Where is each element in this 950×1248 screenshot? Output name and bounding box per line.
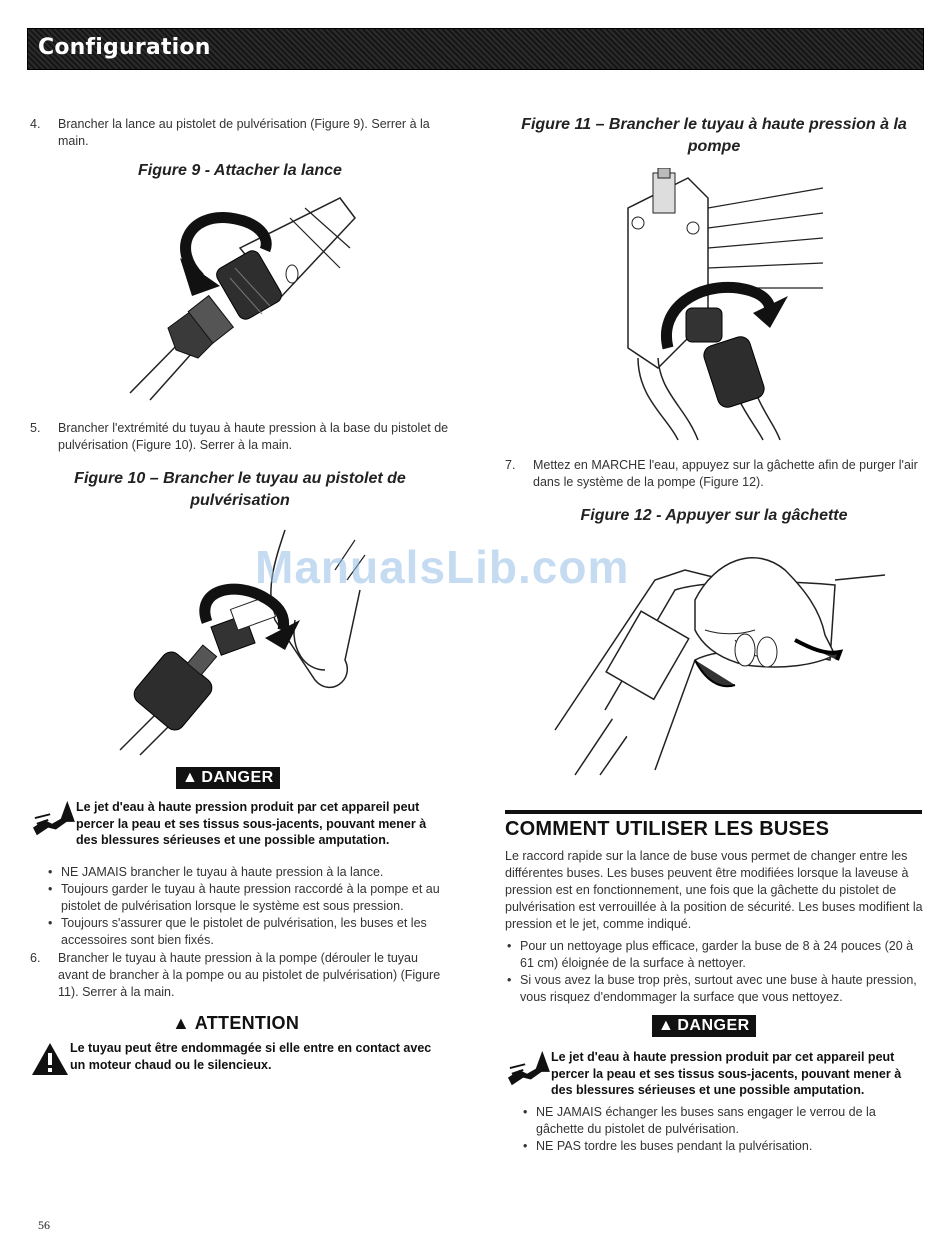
list-item: • NE JAMAIS échanger les buses sans engager le verrou de la gâchette du pistolet de pulvérisation. xyxy=(521,1104,921,1138)
right-bullet-list xyxy=(505,938,923,1006)
figure-11-illustration xyxy=(598,168,828,443)
injection-hazard-icon xyxy=(505,1049,551,1089)
attention-label: ATTENTION xyxy=(194,1013,300,1033)
warning-triangle-icon: ▲ xyxy=(182,769,199,786)
danger-label: DANGER xyxy=(677,1017,750,1034)
watermark: ManualsLib.com xyxy=(255,541,630,593)
step-5 xyxy=(30,420,450,454)
step-number: 4. xyxy=(30,117,41,131)
page-number: 56 xyxy=(38,1218,50,1232)
danger-text: Le jet d'eau à haute pression produit par cet appareil peut percer la peau et ses tissus sous-jacents, pouvant mener à des blessures sérieuses et une possible amputation. xyxy=(551,1050,902,1097)
list-item: • Si vous avez la buse trop près, surtout avec une buse à haute pression, vous risquez d'endommager la surface que vous nettoyez. xyxy=(505,972,923,1006)
step-4 xyxy=(30,116,450,150)
list-item: • Toujours garder le tuyau à haute pression raccordé à la pompe et au pistolet de pulvérisation lorsque le système est sous pression. xyxy=(46,881,446,915)
step-7 xyxy=(505,457,923,491)
section-title: COMMENT UTILISER LES BUSES xyxy=(505,818,830,840)
caution-triangle-icon xyxy=(30,1040,70,1080)
step-number: 5. xyxy=(30,421,41,435)
list-item: • Toujours s'assurer que le pistolet de pulvérisation, les buses et les accessoires sont bien fixés. xyxy=(46,915,446,949)
attention-text: Le tuyau peut être endommagée si elle entre en contact avec un moteur chaud ou le silencieux. xyxy=(70,1041,432,1072)
attention-warning-box xyxy=(30,1040,450,1080)
step-text: Brancher l'extrémité du tuyau à haute pression à la base du pistolet de pulvérisation (Figure 10). Serrer à la main. xyxy=(58,421,449,452)
danger-badge xyxy=(176,767,280,789)
danger-warning-box xyxy=(30,799,450,849)
step-text: Brancher la lance au pistolet de pulvérisation (Figure 9). Serrer à la main. xyxy=(58,117,430,148)
danger-text: Le jet d'eau à haute pression produit par cet appareil peut percer la peau et ses tissus sous-jacents, pouvant mener à des blessures sérieuses et une possible amputation. xyxy=(76,800,427,847)
injection-hazard-icon xyxy=(30,799,76,839)
list-item: • NE PAS tordre les buses pendant la pulvérisation. xyxy=(521,1138,921,1155)
figure-11-caption: Figure 11 – Brancher le tuyau à haute pression à la pompe xyxy=(521,116,907,155)
figure-9-illustration xyxy=(120,188,360,403)
list-item: • Pour un nettoyage plus efficace, garder la buse de 8 à 24 pouces (20 à 61 cm) éloignée de la surface à nettoyer. xyxy=(505,938,923,972)
figure-12-caption: Figure 12 - Appuyer sur la gâchette xyxy=(580,507,848,524)
step-text: Mettez en MARCHE l'eau, appuyez sur la gâchette afin de purger l'air dans le système de la pompe (Figure 12). xyxy=(533,458,918,489)
step-number: 7. xyxy=(505,458,516,472)
section-rule xyxy=(505,810,922,814)
left-bullet-list xyxy=(46,864,446,949)
step-6 xyxy=(30,950,450,1001)
section-body: Le raccord rapide sur la lance de buse vous permet de changer entre les différentes buses. Les buses peuvent être modifiées lorsque la laveuse à pression est en fonctionnement, une fois que la gâchette du pistolet de pulvérisation est verrouillée à la position de sécurité. Les buses modifient la pression et le jet, comme indiqué. xyxy=(505,849,923,931)
step-text: Brancher le tuyau à haute pression à la pompe (dérouler le tuyau avant de brancher à la pompe ou au pistolet de pulvérisation) (Figure 11). Serrer à la main. xyxy=(58,951,441,999)
warning-triangle-icon: ▲ xyxy=(658,1017,675,1034)
list-item: • NE JAMAIS brancher le tuyau à haute pression à la lance. xyxy=(46,864,446,881)
section-header-bar xyxy=(27,28,924,70)
danger-label: DANGER xyxy=(201,769,274,786)
danger-warning-box xyxy=(505,1049,923,1099)
step-number: 6. xyxy=(30,951,41,965)
warning-triangle-icon: ▲ xyxy=(172,1013,191,1033)
right-bullet-list-2 xyxy=(521,1104,921,1155)
section-header-title: Configuration xyxy=(38,35,211,60)
attention-title xyxy=(172,1013,299,1034)
figure-9-caption: Figure 9 - Attacher la lance xyxy=(138,162,342,179)
danger-badge xyxy=(652,1015,756,1037)
figure-10-caption: Figure 10 – Brancher le tuyau au pistolet de pulvérisation xyxy=(74,470,406,509)
